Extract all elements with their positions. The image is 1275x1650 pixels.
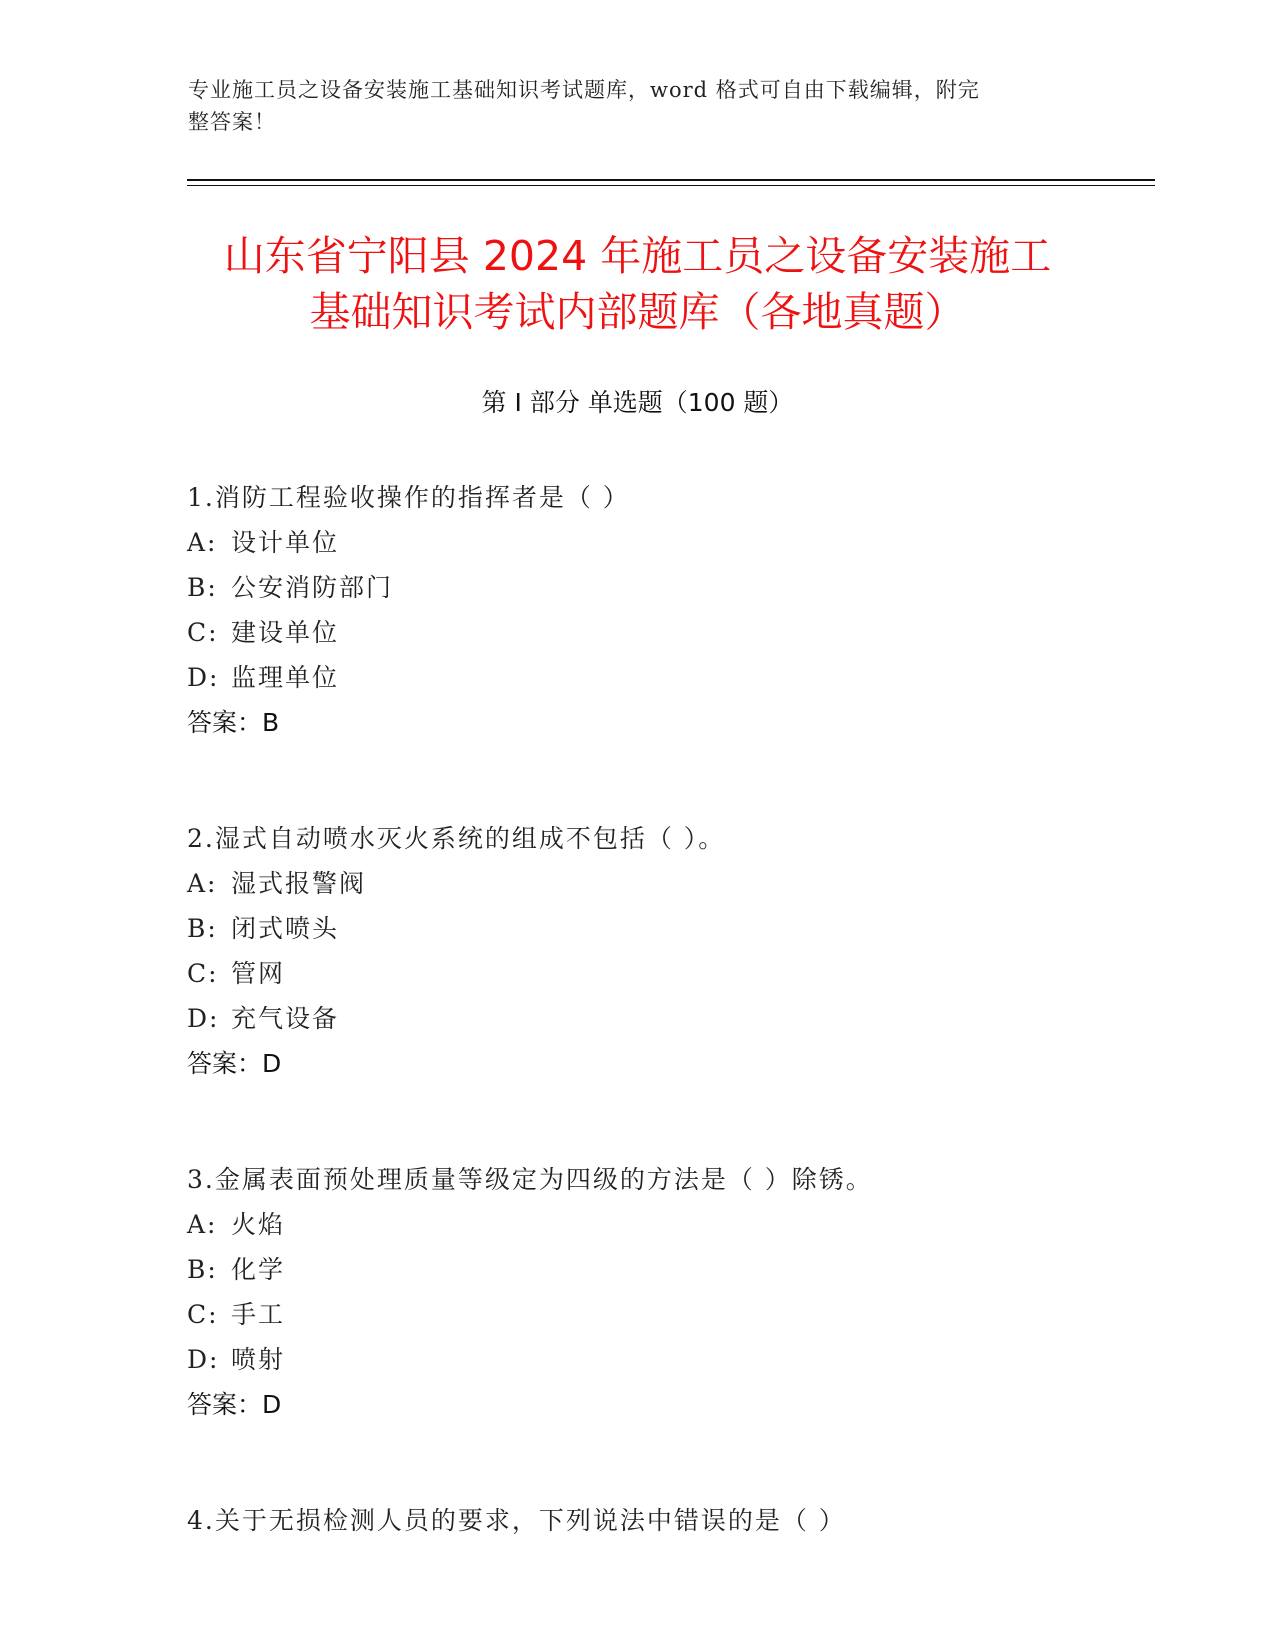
question-2 xyxy=(187,816,1147,1086)
option-a xyxy=(187,861,1147,906)
header-divider-thick xyxy=(187,179,1155,181)
option-key: A: xyxy=(187,1210,218,1239)
option-text: 化学 xyxy=(231,1255,286,1284)
intro-line-1: 专业施工员之设备安装施工基础知识考试题库，word 格式可自由下载编辑，附完 xyxy=(188,78,980,102)
option-text: 充气设备 xyxy=(231,1004,340,1033)
option-key: D: xyxy=(187,1004,220,1033)
header-divider-thin xyxy=(187,185,1155,186)
option-text: 手工 xyxy=(231,1300,286,1329)
question-4 xyxy=(187,1498,1147,1543)
section-title: 第 I 部分 单选题（100 题） xyxy=(481,388,794,417)
option-key: A: xyxy=(187,869,218,898)
option-d xyxy=(187,655,1147,700)
option-a xyxy=(187,1202,1147,1247)
option-text: 公安消防部门 xyxy=(231,573,394,602)
option-text: 火焰 xyxy=(231,1210,286,1239)
option-d xyxy=(187,996,1147,1041)
question-list xyxy=(187,475,1147,1614)
intro-text xyxy=(188,74,1068,138)
question-answer: 答案：B xyxy=(187,708,280,737)
option-text: 建设单位 xyxy=(231,618,340,647)
question-answer: 答案：D xyxy=(187,1390,282,1419)
question-answer: 答案：D xyxy=(187,1049,282,1078)
option-c xyxy=(187,951,1147,996)
question-stem: 3.金属表面预处理质量等级定为四级的方法是（ ）除锈。 xyxy=(187,1165,873,1194)
option-key: D: xyxy=(187,1345,220,1374)
option-d xyxy=(187,1337,1147,1382)
option-text: 监理单位 xyxy=(231,663,340,692)
option-key: B: xyxy=(187,1255,218,1284)
option-b xyxy=(187,906,1147,951)
option-key: B: xyxy=(187,914,218,943)
option-text: 管网 xyxy=(231,959,286,988)
option-b xyxy=(187,1247,1147,1292)
question-stem: 1.消防工程验收操作的指挥者是（ ） xyxy=(187,483,630,512)
question-stem: 2.湿式自动喷水灭火系统的组成不包括（ ）。 xyxy=(187,824,726,853)
document-title xyxy=(150,228,1125,340)
option-key: B: xyxy=(187,573,218,602)
option-key: A: xyxy=(187,528,218,557)
option-text: 喷射 xyxy=(231,1345,286,1374)
option-text: 湿式报警阀 xyxy=(231,869,367,898)
document-title-line-2: 基础知识考试内部题库（各地真题） xyxy=(309,288,966,336)
question-3 xyxy=(187,1157,1147,1427)
option-b xyxy=(187,565,1147,610)
option-key: C: xyxy=(187,1300,219,1329)
option-text: 设计单位 xyxy=(231,528,340,557)
option-key: C: xyxy=(187,959,219,988)
question-1 xyxy=(187,475,1147,745)
option-text: 闭式喷头 xyxy=(231,914,340,943)
option-a xyxy=(187,520,1147,565)
document-title-line-1: 山东省宁阳县 2024 年施工员之设备安装施工 xyxy=(223,232,1052,280)
option-c xyxy=(187,610,1147,655)
option-key: D: xyxy=(187,663,220,692)
question-stem: 4.关于无损检测人员的要求，下列说法中错误的是（ ） xyxy=(187,1506,846,1535)
option-key: C: xyxy=(187,618,219,647)
intro-line-2: 整答案！ xyxy=(188,110,276,134)
option-c xyxy=(187,1292,1147,1337)
